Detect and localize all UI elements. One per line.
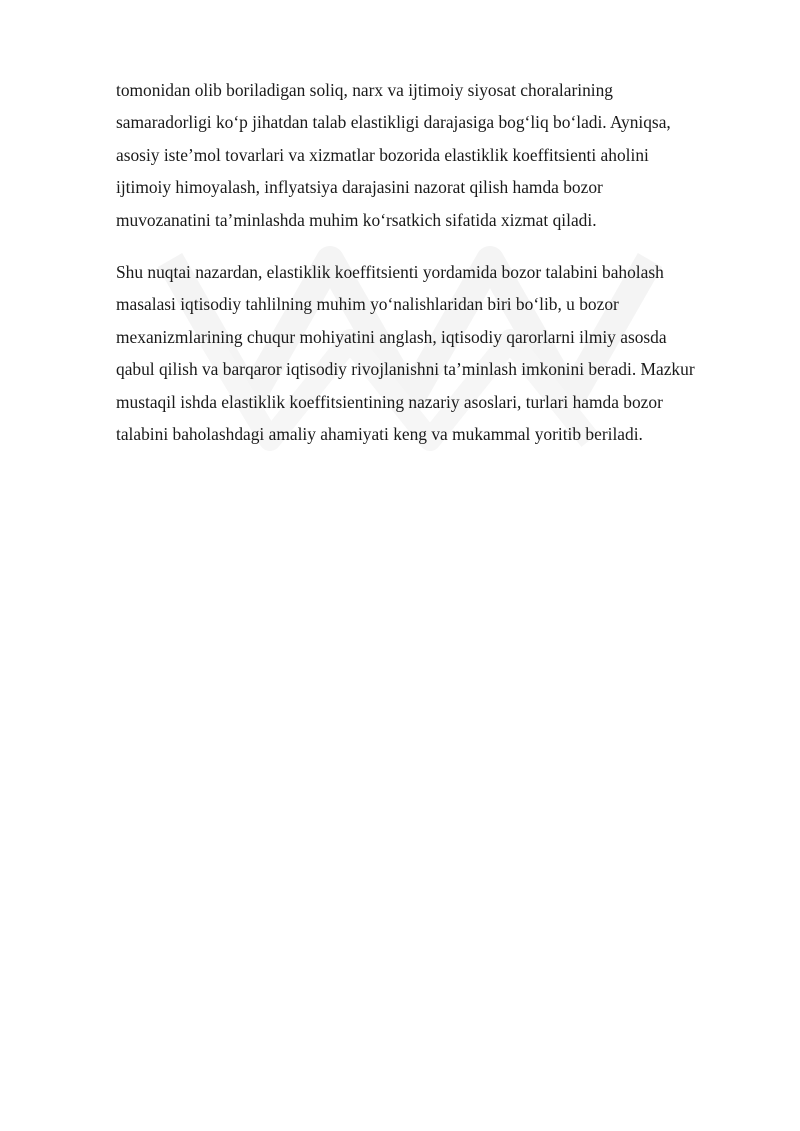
paragraph-1: tomonidan olib boriladigan soliq, narx va ijtimoiy siyosat choralarining samaradorligi koʻp jihatdan talab elastikligi darajasiga bogʻliq boʻladi. Ayniqsa, asosiy iste’mol tovarlari va xizmatlar bozorida elastiklik koeffitsienti aholini ijtimoiy himoyalash, inflyatsiya darajasini nazorat qilish hamda bozor muvozanatini ta’minlashda muhim koʻrsatkich sifatida xizmat qiladi. [116, 80, 671, 230]
document-body [116, 74, 748, 470]
paragraph-2: Shu nuqtai nazardan, elastiklik koeffitsienti yordamida bozor talabini baholash masalasi iqtisodiy tahlilning muhim yoʻnalishlaridan biri boʻlib, u bozor mexanizmlarining chuqur mohiyatini anglash, iqtisodiy qarorlarni ilmiy asosda qabul qilish va barqaror iqtisodiy rivojlanishni ta’minlash imkonini beradi. Mazkur mustaqil ishda elastiklik koeffitsientining nazariy asoslari, turlari hamda bozor talabini baholashdagi amaliy ahamiyati keng va mukammal yoritib beriladi. [116, 262, 695, 445]
